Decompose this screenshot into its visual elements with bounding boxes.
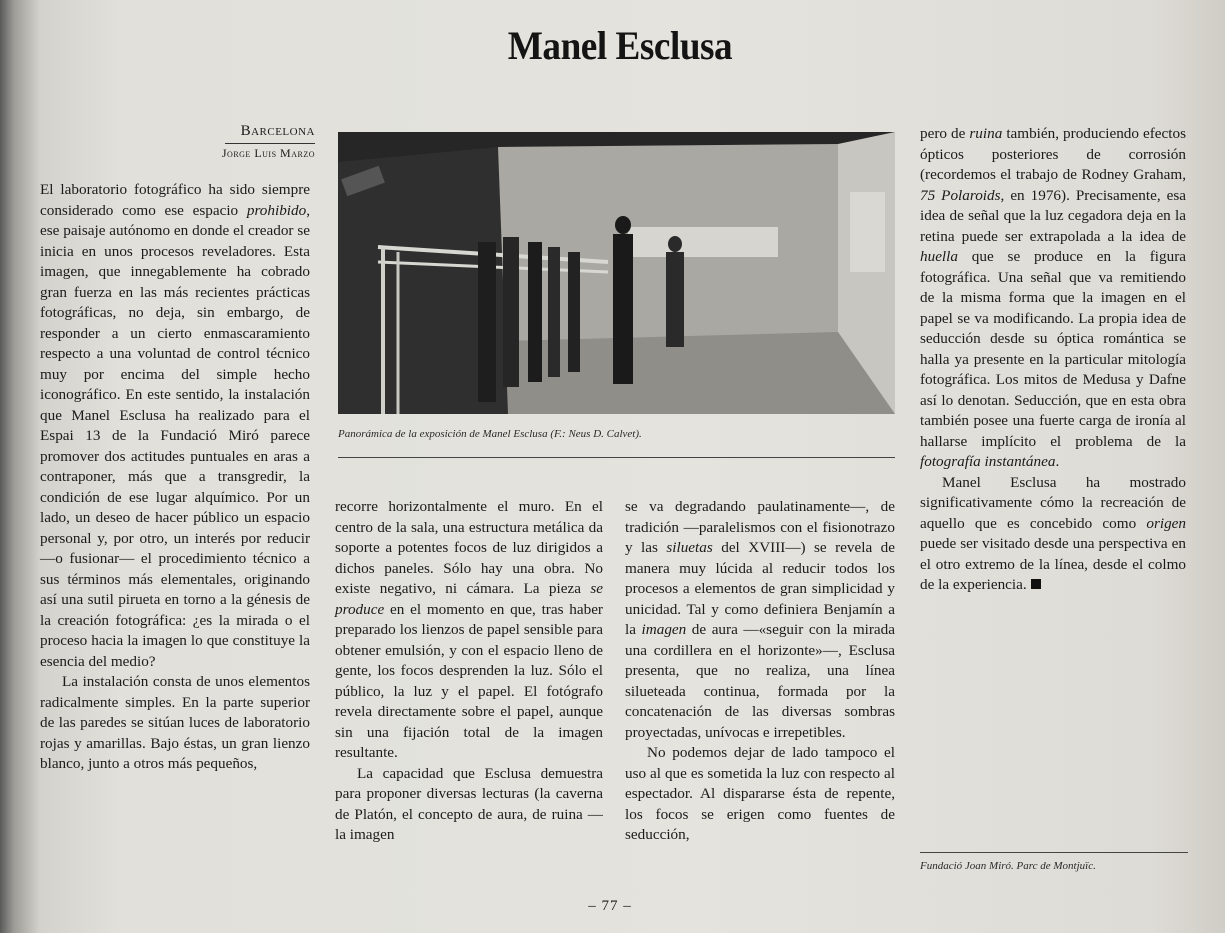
- text-column-3: [625, 497, 895, 846]
- text-column-4: [920, 124, 1186, 596]
- page-number: – 77 –: [588, 898, 632, 914]
- caption-rule: [338, 457, 895, 458]
- text-column-1: [40, 180, 310, 775]
- paragraph: se va degradando paulatinamente—, de tradición —paralelismos con el fisionotrazo y las siluetas del XVIII—) se revela de manera muy lúcida al reducir todos los procesos a elementos de gran simplicidad y unicidad. Tal y como definiera Benjamín a la imagen de aura —«seguir con la mirada una cordillera en el horizonte»—, Esclusa presenta, que no realiza, una línea silueteada continua, formada por la concatenación de las diversas sombras proyectadas, unívocas e irrepetibles.: [625, 498, 896, 741]
- footnote: Fundació Joan Miró. Parc de Montjuïc.: [920, 860, 1096, 872]
- byline-author: Jorge Luis Marzo: [221, 146, 315, 160]
- byline-city: Barcelona: [240, 123, 315, 139]
- paragraph: El laboratorio fotográfico ha sido siempre considerado como ese espacio prohibido, ese paisaje autónomo en donde el creador se inicia en unos procesos reveladores. Esta imagen, que innegablemente ha cobrado gran fuerza en las más recientes prácticas fotográficas, no deja, sin embargo, de responder a un cierto enmascaramiento respecto a una voluntad de control técnico muy por encima del simple hecho iconográfico. En este sentido, la instalación que Manel Esclusa ha realizado para el Espai 13 de la Fundació Miró parece promover dos actitudes puntuales en aras a contraponer, más que a transgredir, la condición de ese lugar alquímico. Por un lado, un deseo de hacer público un espacio personal y, por otro, un interés por reducir —o fusionar— el procedimiento técnico a sus términos más elementales, originando así una sutil pirueta en torno a la génesis de la creación fotográfica: ¿es la mirada o el proceso hacia la imagen lo que constituye la esencia del medio?: [40, 181, 310, 670]
- paragraph: recorre horizontalmente el muro. En el centro de la sala, una estructura metálica da soporte a potentes focos de luz dirigidos a dichos paneles. Sólo hay una obra. No existe negativo, ni cámara. La pieza se produce en el momento en que, tras haber preparado los lienzos de papel sensible para obtener emulsión, y con el espacio lleno de gente, los focos desprenden la luz. Sólo el público, la luz y el papel. El fotógrafo revela directamente sobre el papel, aunque sin una fijación total de la imagen resultante.: [335, 498, 603, 761]
- footnote-rule: [920, 852, 1188, 853]
- byline-rule: [225, 143, 315, 144]
- photo-caption: Panorámica de la exposición de Manel Esclusa (F.: Neus D. Calvet).: [338, 428, 642, 440]
- paragraph: La instalación consta de unos elementos radicalmente simples. En la parte superior de las paredes se sitúan luces de laboratorio rojas y amarillas. Bajo éstas, un gran lienzo blanco, junto a otros más pequeños,: [40, 673, 310, 772]
- paragraph: Manel Esclusa ha mostrado significativamente cómo la recreación de aquello que es concebido como origen puede ser visitado desde una perspectiva en el otro extremo de la línea, desde el colmo de la experiencia.: [920, 473, 1186, 593]
- paragraph: No podemos dejar de lado tampoco el uso al que es sometida la luz con respecto al espectador. Al dispararse ésta de repente, los focos se erigen como fuentes de seducción,: [625, 744, 895, 843]
- exhibition-photo: [338, 132, 895, 414]
- end-of-article-mark: [1031, 579, 1041, 589]
- text-column-2: [335, 497, 603, 846]
- paragraph: La capacidad que Esclusa demuestra para proponer diversas lecturas (la caverna de Platón, el concepto de aura, de ruina —la imagen: [335, 764, 603, 843]
- article-title: Manel Esclusa: [507, 23, 733, 68]
- paragraph: pero de ruina también, produciendo efectos ópticos posteriores de corrosión (recordemos el trabajo de Rodney Graham, 75 Polaroids, en 1976). Precisamente, esa idea de señal que la luz cegadora deja en la retina puede ser extrapolada a la idea de huella que se produce en la figura fotográfica. Una señal que va remitiendo de la misma forma que la imagen en el papel se va modificando. La propia idea de seducción desde su óptica romántica se halla ya presente en la particular mitología fotográfica. Los mitos de Medusa y Dafne así lo denotan. Seducción, que en esta obra también posee una fuerte carga de ironía al hallarse implícito el problema de la fotografía instantánea.: [920, 125, 1187, 470]
- photo-illustration: [338, 132, 895, 414]
